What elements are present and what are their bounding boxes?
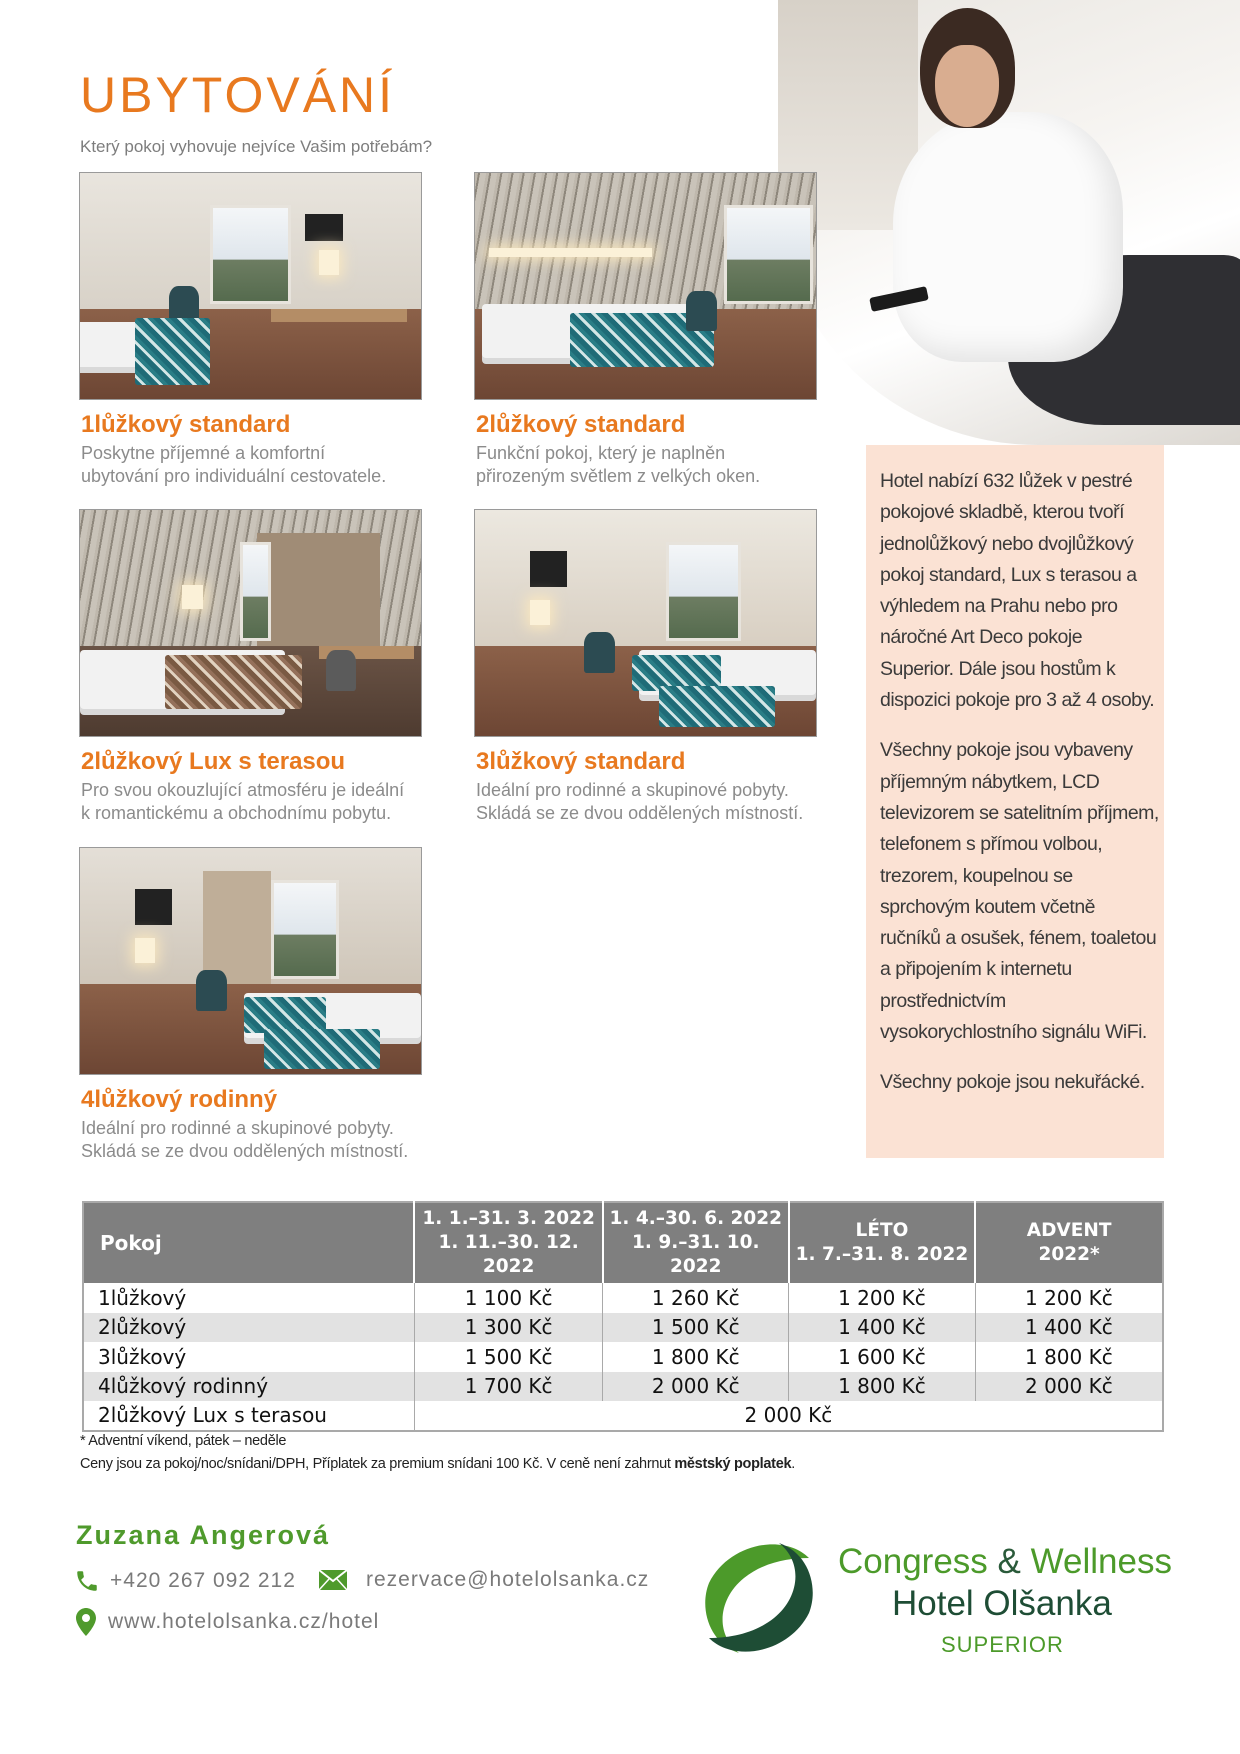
table-row [83, 1372, 1163, 1402]
table-row [83, 1401, 1163, 1431]
room-description: Funkční pokoj, který je naplněn přirozeným světlem z velkých oken. [476, 443, 761, 487]
room-name: 2lůžkový standard [476, 411, 686, 438]
price-cell: 1 600 Kč [789, 1342, 976, 1372]
room-cell: 4lůžkový rodinný [83, 1372, 414, 1402]
room-photo [79, 509, 422, 737]
page-subtitle: Který pokoj vyhovuje nejvíce Vašim potřebám? [80, 137, 433, 156]
column-header: 1. 4.–30. 6. 2022 1. 9.–31. 10. 2022 [603, 1202, 789, 1283]
price-cell: 1 700 Kč [414, 1372, 603, 1402]
info-sidebar-text [880, 466, 1160, 1118]
email-address: rezervace@hotelolsanka.cz [366, 1568, 650, 1591]
hotel-logo-icon [694, 1538, 824, 1658]
contact-name: Zuzana Angerová [76, 1520, 331, 1550]
room-photo [79, 172, 422, 400]
room-description: Pro svou okouzlující atmosféru je ideální k romantickému a obchodnímu pobytu. [81, 780, 405, 824]
contact-phone[interactable] [74, 1568, 296, 1594]
price-cell: 1 500 Kč [414, 1342, 603, 1372]
room-name: 3lůžkový standard [476, 748, 686, 775]
price-cell: 1 300 Kč [414, 1313, 603, 1343]
room-card [79, 509, 479, 825]
table-row [83, 1313, 1163, 1343]
table-row [83, 1342, 1163, 1372]
price-cell: 1 400 Kč [975, 1313, 1163, 1343]
logo-line-2: Hotel Olšanka [892, 1584, 1112, 1623]
room-cell: 3lůžkový [98, 1344, 187, 1369]
sidebar-paragraph: Hotel nabízí 632 lůžek v pestré pokojové skladbě, kterou tvoří jednolůžkový nebo dvojlůžkový pokoj standard, Lux s terasou a výhledem na Prahu nebo pro náročné Art Deco pokoje Superior. Dále jsou hostům k dispozici pokoje pro 3 až 4 osoby. [880, 470, 1155, 712]
price-cell: 1 800 Kč [789, 1372, 976, 1402]
logo-line-1: Congress & Wellness [838, 1542, 1172, 1581]
table-row [83, 1283, 1163, 1313]
table-header-row [83, 1202, 1163, 1283]
room-photo [474, 509, 817, 737]
phone-icon [74, 1568, 100, 1594]
footnote-prices: Ceny jsou za pokoj/noc/snídani/DPH, Příplatek za premium snídani 100 Kč. V ceně není zahrnut městský poplatek. [80, 1456, 795, 1472]
logo-line-3: SUPERIOR [941, 1632, 1064, 1657]
room-description: Ideální pro rodinné a skupinové pobyty. Skládá se ze dvou oddělených místností. [476, 780, 804, 824]
price-table [82, 1201, 1164, 1432]
footnote-advent: * Adventní víkend, pátek – neděle [80, 1433, 287, 1449]
price-cell: 1 200 Kč [789, 1283, 976, 1313]
email-icon [318, 1569, 348, 1591]
room-card [79, 847, 479, 1163]
price-cell: 1 800 Kč [975, 1342, 1163, 1372]
location-pin-icon [74, 1608, 98, 1636]
website-url: www.hotelolsanka.cz/hotel [108, 1610, 380, 1633]
room-photo [474, 172, 817, 400]
column-header: 1. 1.–31. 3. 2022 1. 11.–30. 12. 2022 [414, 1202, 603, 1283]
room-card [79, 172, 479, 488]
phone-number: +420 267 092 212 [110, 1569, 296, 1592]
price-cell: 1 200 Kč [975, 1283, 1163, 1313]
price-cell: 2 000 Kč [975, 1372, 1163, 1402]
room-name: 2lůžkový Lux s terasou [81, 748, 346, 775]
room-photo [79, 847, 422, 1075]
page-title: UBYTOVÁNÍ [80, 67, 396, 123]
price-cell: 1 100 Kč [414, 1283, 603, 1313]
price-cell: 2 000 Kč [603, 1372, 789, 1402]
price-cell: 1 500 Kč [603, 1313, 789, 1343]
sidebar-paragraph: Všechny pokoje jsou nekuřácké. [880, 1071, 1145, 1094]
price-cell: 1 400 Kč [789, 1313, 976, 1343]
room-cell: 2lůžkový Lux s terasou [98, 1403, 327, 1428]
room-name: 4lůžkový rodinný [81, 1086, 278, 1113]
contact-email[interactable] [318, 1568, 649, 1592]
room-card [474, 509, 874, 825]
room-description: Ideální pro rodinné a skupinové pobyty. Skládá se ze dvou oddělených místností. [81, 1118, 409, 1162]
room-description: Poskytne příjemné a komfortní ubytování pro individuální cestovatele. [81, 443, 387, 487]
price-cell: 2 000 Kč [414, 1401, 1163, 1431]
column-header: Pokoj [83, 1202, 414, 1283]
sidebar-paragraph: Všechny pokoje jsou vybaveny příjemným nábytkem, LCD televizorem se satelitním příjmem, telefonem s přímou volbou, trezorem, koupelnou se sprchovým koutem včetně ručníků a osušek, fénem, toaletou a připojením k internetu prostřednictvím vysokorychlostního signálu WiFi. [880, 739, 1159, 1044]
room-card [474, 172, 874, 488]
column-header: ADVENT 2022* [975, 1202, 1163, 1283]
room-name: 1lůžkový standard [81, 411, 291, 438]
column-header: LÉTO 1. 7.–31. 8. 2022 [789, 1202, 976, 1283]
room-cell: 1lůžkový [98, 1285, 187, 1310]
price-cell: 1 260 Kč [603, 1283, 789, 1313]
contact-web[interactable] [74, 1608, 379, 1636]
room-cell: 2lůžkový [83, 1313, 414, 1343]
price-cell: 1 800 Kč [603, 1342, 789, 1372]
